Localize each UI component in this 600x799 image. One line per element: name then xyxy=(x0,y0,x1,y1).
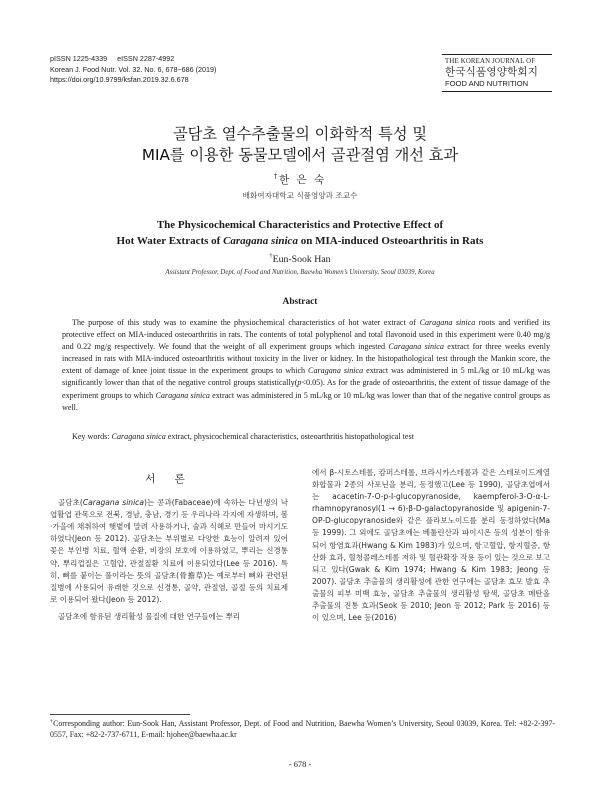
english-author xyxy=(0,254,600,265)
citation-line: Korean J. Food Nutr. Vol. 32. No. 6, 678~686 (2019) xyxy=(50,64,217,74)
intro-paragraph-1 xyxy=(50,497,288,606)
intro-paragraph-2-continued: 에서 β-시토스테롤, 캄퍼스테롤, 브라시카스테롤과 같은 스테로이드계열 화합물과 2종의 사포닌을 분리, 동정했고(Lee 등 1990), 골담초엽에서는 acacetin-7-O-p-I-glucopyranoside, kaempferol-3-O-α-L-rhamnopyranosyl(1 → 6)-β-D-galactopyranoside 및 apigenin-7-OP-D-glucopyranoside와 같은 플라보노이드를 분리 동정하였다(Ma 등 1999). 그 외에도 골담초에는 베툴린산과 파이시온 등의 성분이 함유되어 항염효과(Hwang & Kim 1983)가 있으며, 항고혈압, 항지혈증, 항산화 효과, 혈청콜레스테롤 저하 및 혈관확장 작용 등이 있는 것으로 보고되고 있다(Gwak & Kim 1974; Hwang & Kim 1983; Jeong 등 2007). 골담초 추출물의 생리활성에 관한 연구에는 골담초 효모 발효 추출물의 피부 미백 효능, 골담초 추출물의 생리활성 탐색, 골담초 메탄올 추출물의 진통 효과(Seok 등 2010; Jeon 등 2012; Park 등 2016) 등이 있으며, Lee 등(2016) xyxy=(312,468,550,623)
species-name: Caragana sinica xyxy=(223,235,298,247)
corresponding-mark: † xyxy=(273,172,280,181)
issn-line: pISSN 1225-4339 eISSN 2287-4992 xyxy=(50,54,175,63)
english-author-name: Eun-Sook Han xyxy=(272,254,331,265)
body-text: 골담초( xyxy=(58,498,83,508)
english-title-line1: The Physicochemical Characteristics and Protective Effect of xyxy=(156,219,444,231)
article-metadata xyxy=(50,54,350,86)
keywords-text: extract, physicochemical characteristics, osteoarthritis histopathological test xyxy=(165,432,414,441)
species-name: Caragana sinica xyxy=(308,366,364,376)
page-number: - 678 - xyxy=(288,760,312,769)
species-name: Caragana sinica xyxy=(82,498,144,508)
species-name: Caragana sinica xyxy=(388,342,444,352)
p-value-symbol: p xyxy=(297,378,302,388)
doi-link[interactable]: https://doi.org/10.9799/ksfan.2019.32.6.678 xyxy=(50,75,189,85)
footnote-divider xyxy=(50,714,190,715)
abstract-body xyxy=(62,317,550,414)
abstract-text: extract was administered in 5 mL/kg or 10 mL/kg was significantly lower than that of the negative control groups statistically( xyxy=(62,366,551,388)
species-name: Caragana sinica xyxy=(111,432,166,441)
intro-paragraph-2: 골담초에 함유된 생리활성 물질에 대한 연구들에는 뿌리 xyxy=(58,611,241,621)
abstract-text: extract for three weeks evenly increased in rats with MIA-induced osteoarthritis without toxicity in the liver or kidney. In the histopathological test through the Mankin score, the extent of damage of knee joint tissue in the experiment groups to which xyxy=(62,342,550,376)
journal-brand-line3: FOOD AND NUTRITION xyxy=(445,79,529,88)
right-column xyxy=(312,467,550,624)
keywords-label: Key words: xyxy=(72,432,112,441)
section-heading-introduction: 서 론 xyxy=(145,473,193,485)
corresponding-mark: † xyxy=(50,718,54,725)
species-name: Caragana sinica xyxy=(419,318,476,327)
korean-affiliation: 배화여자대학교 식품영양과 조교수 xyxy=(242,191,358,200)
abstract-text: The purpose of this study was to examine the physiochemical characteristics of hot water extract of xyxy=(72,318,420,327)
journal-brand-line2: 한국식품영양학회지 xyxy=(445,66,539,78)
corresponding-mark: † xyxy=(269,252,273,260)
abstract-text: <0.05). As for the grade of osteoarthritis, the extent of tissue damage of the experiment groups to which xyxy=(62,378,550,400)
abstract-text: extract was administered in 5 mL/kg or 10 mL/kg was lower than that of the negative control groups as well. xyxy=(62,390,551,412)
corresponding-author-footnote xyxy=(50,718,555,741)
english-affiliation: Assistant Professor, Dept. of Food and Nutrition, Baewha Women’s University, Seoul 03039, Korea xyxy=(165,269,435,276)
journal-brand-line1: THE KOREAN JOURNAL OF xyxy=(445,58,536,65)
keywords xyxy=(72,431,552,443)
journal-brand xyxy=(442,54,552,92)
korean-author-name: 한 은 숙 xyxy=(279,174,327,186)
korean-title-line1: 골담초 열수추출물의 이화학적 특성 및 xyxy=(172,125,428,143)
species-name: Caragana sinica xyxy=(155,390,210,400)
korean-title-line2: MIA를 이용한 동물모델에서 골관절염 개선 효과 xyxy=(141,146,459,164)
left-column xyxy=(50,467,288,623)
abstract-heading: Abstract xyxy=(282,297,318,307)
footnote-text: Corresponding author: Eun-Sook Han, Assistant Professor, Dept. of Food and Nutrition, Baewha Women’s University, Seoul 03039, Korea. Tel: +82-2-397-0557, Fax: +82-2-737-6711, E-mail: hjohee@baewha.ac.kr xyxy=(50,719,555,740)
english-title-text: on MIA-induced Osteoarthritis in Rats xyxy=(297,235,484,247)
body-text: )는 콩과(Fabaceae)에 속하는 다년생의 낙엽활엽 관목으로 전북, 경남, 충남, 경기 등 우리나라 각지에 자생하며, 봄·가을에 채취하여 햇볕에 말려 사용하거나, 술과 식혜로 만들어 마시기도 하였다(Jeon 등 2012). 골담초는 부위별로 다양한 효능이 알려져 있어 꽃은 부인병 치료, 혈액 순환, 비장의 보호에 이용하였고, 뿌리는 신경통약, 뿌리껍질은 고혈압, 관절질환 치료에 이용되었다(Lee 등 2016). 특히, 뼈를 붙이는 풀이라는 뜻의 골담초(骨擔草)는 예로부터 뼈와 관련된 질병에 사용되어 유래한 것으로 신경통, 골약, 관절염, 골절 등의 치료제로 이용되어 왔다(Jeon 등 2012). xyxy=(50,498,288,604)
abstract-text: roots and verified its protective effect on MIA-induced osteoarthritis in rats. The contents of total polyphenol and total flavonoid used in this experiment were 0.40 mg/g and 0.22 mg/g respectively. We found that the weight of all experiment groups which ingested xyxy=(62,318,551,352)
korean-author xyxy=(0,172,600,187)
english-title-text: Hot Water Extracts of xyxy=(116,235,224,247)
english-title-line2 xyxy=(0,234,600,248)
